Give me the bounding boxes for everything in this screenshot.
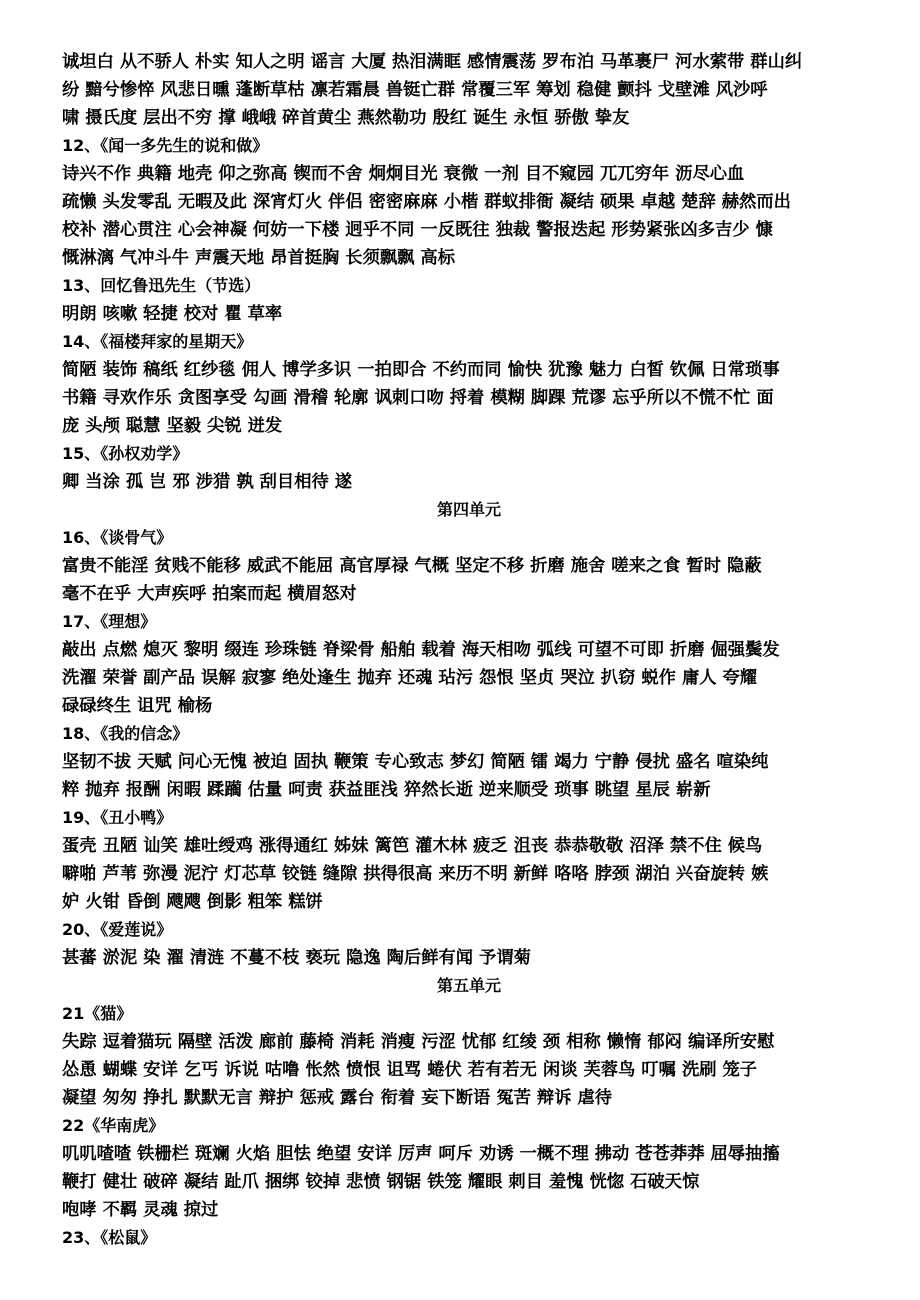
vocabulary-line: 鞭打 健壮 破碎 凝结 趾爪 捆绑 铰掉 悲愤 钢锯 铁笼 耀眼 刺目 羞愧 恍惚 石破天惊 <box>62 1172 700 1192</box>
vocabulary-line: 庞 头颅 聪慧 坚毅 尖锐 迸发 <box>62 416 283 436</box>
vocabulary-line: 咆哮 不羁 灵魂 掠过 <box>62 1200 219 1220</box>
vocabulary-line: 蛋壳 丑陋 讪笑 雄吐绶鸡 涨得通红 姊妹 篱笆 灌木林 疲乏 沮丧 恭恭敬敬 沼泽 禁不住 候鸟 <box>62 836 763 856</box>
vocabulary-line: 简陋 装饰 稿纸 红纱毯 佣人 博学多识 一拍即合 不约而同 愉快 犹豫 魅力 白皙 钦佩 日常琐事 <box>62 360 780 380</box>
vocabulary-line: 明朗 咳嗽 轻捷 校对 瞿 草率 <box>62 304 283 324</box>
vocabulary-line: 坚韧不拔 天赋 问心无愧 被迫 固执 鞭策 专心致志 梦幻 简陋 镭 竭力 宁静 侵扰 盛名 喧染纯 <box>62 752 769 772</box>
vocabulary-line: 妒 火钳 昏倒 飕飕 倒影 粗笨 糕饼 <box>62 892 323 912</box>
vocabulary-line: 富贵不能淫 贫贱不能移 威武不能屈 高官厚禄 气概 坚定不移 折磨 施舍 嗟来之食 暂时 隐蔽 <box>62 556 762 576</box>
vocabulary-line: 甚蕃 淤泥 染 濯 清涟 不蔓不枝 亵玩 隐逸 陶后鲜有闻 予谓菊 <box>62 948 531 968</box>
vocabulary-line: 洗濯 荣誉 副产品 误解 寂寥 绝处逢生 抛弃 还魂 玷污 怨恨 坚贞 哭泣 扒窃 蜕作 庸人 夸耀 <box>62 668 758 688</box>
vocabulary-line: 毫不在乎 大声疾呼 拍案而起 横眉怒对 <box>62 584 357 604</box>
vocabulary-line: 书籍 寻欢作乐 贪图享受 勾画 滑稽 轮廓 讽刺口吻 捋着 模糊 脚踝 荒谬 忘乎所以不慌不忙 面 <box>62 388 774 408</box>
vocabulary-line: 凝望 匆匆 挣扎 默默无言 辩护 惩戒 露台 衔着 妄下断语 冤苦 辩诉 虐待 <box>62 1088 613 1108</box>
vocabulary-line: 慨淋漓 气冲斗牛 声震天地 昂首挺胸 长须飘飘 高标 <box>62 248 455 268</box>
vocabulary-line: 碌碌终生 诅咒 榆杨 <box>62 696 213 716</box>
vocabulary-line: 失踪 逗着猫玩 隔壁 活泼 廊前 藤椅 消耗 消瘦 污涩 忧郁 红绫 颈 相称 懒惰 郁闷 编译所安慰 <box>62 1032 775 1052</box>
lesson-heading: 20、《爱莲说》 <box>62 920 173 939</box>
vocabulary-line: 噼啪 芦苇 弥漫 泥泞 灯芯草 铰链 缝隙 拱得很高 来历不明 新鲜 咯咯 脖颈 湖泊 兴奋旋转 嫉 <box>62 864 769 884</box>
lesson-heading: 17、《理想》 <box>62 612 157 631</box>
lesson-heading: 16、《谈骨气》 <box>62 528 173 547</box>
vocabulary-line: 纷 黯兮惨悴 风悲日曛 蓬断草枯 凛若霜晨 兽铤亡群 常覆三军 筹划 稳健 颤抖 戈壁滩 风沙呼 <box>62 80 768 100</box>
vocabulary-line: 疏懒 头发零乱 无暇及此 深宵灯火 伴侣 密密麻麻 小楷 群蚁排衙 凝结 硕果 卓越 楚辞 赫然而出 <box>62 192 791 212</box>
vocabulary-line: 诚坦白 从不骄人 朴实 知人之明 谣言 大厦 热泪满眶 感情震荡 罗布泊 马革裹尸 河水萦带 群山纠 <box>62 52 803 72</box>
lesson-heading: 22《华南虎》 <box>62 1116 165 1135</box>
lesson-heading: 14、《福楼拜家的星期天》 <box>62 332 253 351</box>
lesson-heading: 19、《丑小鸭》 <box>62 808 173 827</box>
lesson-heading: 21《猫》 <box>62 1004 133 1023</box>
vocabulary-line: 诗兴不作 典籍 地壳 仰之弥高 锲而不舍 炯炯目光 衰微 一剂 目不窥园 兀兀穷年 沥尽心血 <box>62 164 745 184</box>
unit-title: 第四单元 <box>436 500 501 519</box>
vocabulary-line: 粹 抛弃 报酬 闲暇 蹂躏 估量 呵责 获益匪浅 猝然长逝 逆来顺受 琐事 眺望 星辰 崭新 <box>62 780 711 800</box>
lesson-heading: 23、《松鼠》 <box>62 1228 157 1247</box>
lesson-heading: 13、回忆鲁迅先生（节选） <box>62 276 261 295</box>
vocabulary-line: 怂恿 蝴蝶 安详 乞丐 诉说 咕噜 怅然 愤恨 诅骂 蜷伏 若有若无 闲谈 芙蓉鸟 叮嘱 洗刷 笼子 <box>62 1060 758 1080</box>
lesson-heading: 15、《孙权劝学》 <box>62 444 189 463</box>
vocabulary-line: 叽叽喳喳 铁栅栏 斑斓 火焰 胆怯 绝望 安详 厉声 呵斥 劝诱 一概不理 拂动 苍苍莽莽 屈辱抽搐 <box>62 1144 780 1164</box>
lesson-heading: 12、《闻一多先生的说和做》 <box>62 136 269 155</box>
vocabulary-line: 啸 摄氏度 层出不穷 撑 峨峨 碎首黄尘 燕然勒功 殷红 诞生 永恒 骄傲 挚友 <box>62 108 630 128</box>
lesson-heading: 18、《我的信念》 <box>62 724 189 743</box>
vocabulary-line: 敲出 点燃 熄灭 黎明 缀连 珍珠链 脊梁骨 船舶 载着 海天相吻 弧线 可望不可即 折磨 倔强鬓发 <box>62 640 780 660</box>
vocabulary-line: 校补 潜心贯注 心会神凝 何妨一下楼 迥乎不同 一反既往 独裁 警报迭起 形势紧张凶多吉少 慷 <box>62 220 773 240</box>
unit-title: 第五单元 <box>436 976 501 995</box>
vocabulary-line: 卿 当涂 孤 岂 邪 涉猎 孰 刮目相待 遂 <box>62 472 353 492</box>
